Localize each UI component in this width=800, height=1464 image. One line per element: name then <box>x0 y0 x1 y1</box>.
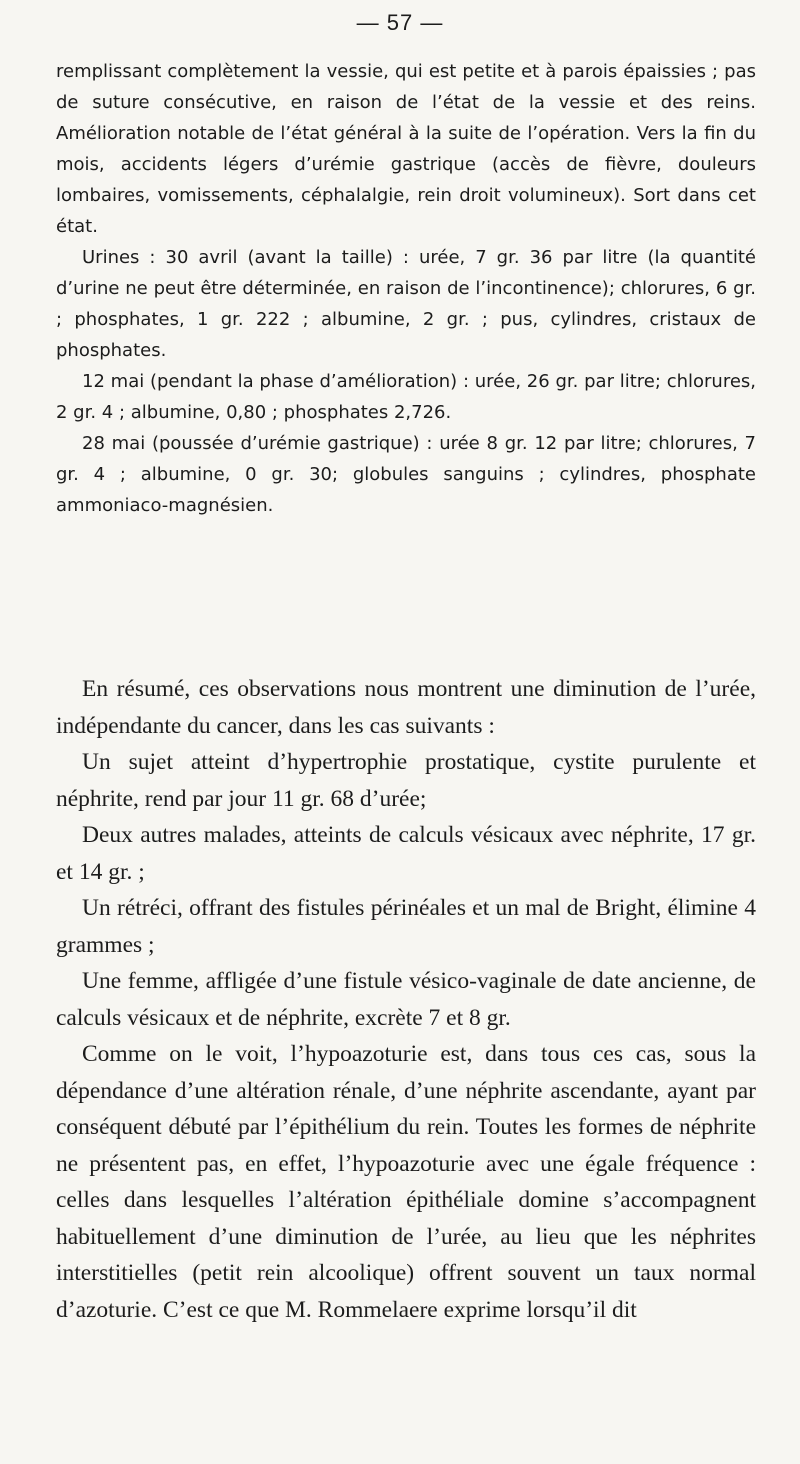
paragraph-urines-april: Urines : 30 avril (avant la taille) : urée, 7 gr. 36 par litre (la quantité d’urine ne peut être déterminée, en raison de l’incontinence); chlorures, 6 gr. ; phosphates, 1 gr. 222 ; albumine, 2 gr. ; pus, cylindres, cristaux de phosphates. <box>56 247 756 361</box>
paragraph-urines-may-28: 28 mai (poussée d’urémie gastrique) : urée 8 gr. 12 par litre; chlorures, 7 gr. 4 ; albumine, 0 gr. 30; globules sanguins ; cylindres, phosphate ammoniaco-magnésien. <box>56 433 756 516</box>
paragraph-conclusion: Comme on le voit, l’hypoazoturie est, dans tous ces cas, sous la dépendance d’une altération rénale, d’une néphrite ascendante, ayant par conséquent débuté par l’épithélium du rein. Toutes les formes de néphrite ne présentent pas, en effet, l’hypoazoturie avec une égale fréquence : celles dans lesquelles l’altération épithéliale domine s’accompagnent habituellement d’une diminution de l’urée, au lieu que les néphrites interstitielles (petit rein alcoolique) offrent souvent un taux normal d’azoturie. C’est ce que M. Rommelaere exprime lorsqu’il dit <box>56 1041 756 1323</box>
paragraph-case-retreci: Un rétréci, offrant des fistules périnéales et un mal de Bright, élimine 4 grammes ; <box>56 895 756 958</box>
paragraph-summary-intro: En résumé, ces observations nous montrent une diminution de l’urée, indépendante du cancer, dans les cas suivants : <box>56 676 756 739</box>
paragraph-case-femme: Une femme, affligée d’une fistule vésico-vaginale de date ancienne, de calculs vésicaux et de néphrite, excrète 7 et 8 gr. <box>56 968 756 1031</box>
paragraph-case-continuation: remplissant complètement la vessie, qui est petite et à parois épaissies ; pas de suture consécutive, en raison de l’état de la vessie et des reins. Amélioration notable de l’état général à la suite de l’opération. Vers la fin du mois, accidents légers d’urémie gastrique (accès de fièvre, douleurs lombaires, vomissements, céphalalgie, rein droit volumineux). Sort dans cet état. <box>56 61 756 237</box>
paragraph-case-calculs: Deux autres malades, atteints de calculs vésicaux avec néphrite, 17 gr. et 14 gr. ; <box>56 822 756 885</box>
paragraph-urines-may-12: 12 mai (pendant la phase d’amélioration) : urée, 26 gr. par litre; chlorures, 2 gr. 4 ; albumine, 0,80 ; phosphates 2,726. <box>56 371 756 423</box>
paragraph-case-prostatic: Un sujet atteint d’hypertrophie prostatique, cystite purulente et néphrite, rend par jour 11 gr. 68 d’urée; <box>56 749 756 812</box>
summary-block <box>56 671 756 1328</box>
page-number: — 57 — <box>356 10 444 35</box>
case-observation-block <box>56 56 756 521</box>
